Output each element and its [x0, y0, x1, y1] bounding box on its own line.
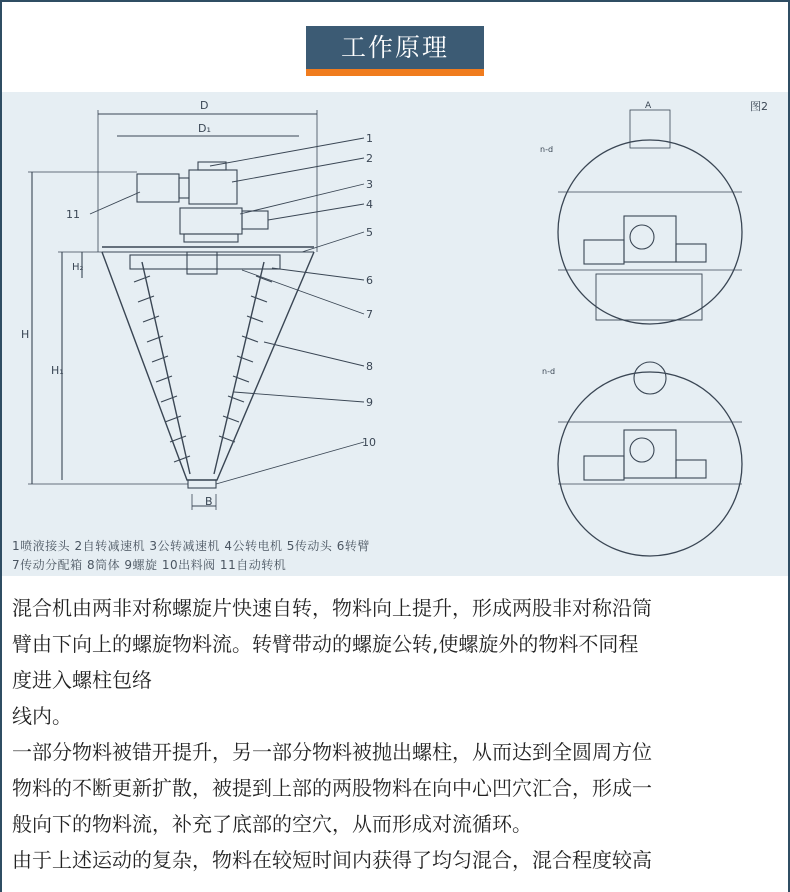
callout-7: 7: [366, 308, 373, 321]
cone-body-8: [102, 252, 314, 480]
callout-10: 10: [362, 436, 376, 449]
motor-11: [137, 174, 179, 202]
text-line: 臂由下向上的螺旋物料流。转臂带动的螺旋公转,使螺旋外的物料不同程: [12, 632, 639, 656]
dim-b-label: B: [205, 495, 213, 508]
text-line: 度进入螺柱包络: [12, 668, 152, 692]
text-line: 物料的不断更新扩散，被提到上部的两股物料在向中心凹穴汇合，形成一: [12, 776, 652, 800]
callout-6: 6: [366, 274, 373, 287]
screw-right: [214, 262, 264, 474]
callout-2: 2: [366, 152, 373, 165]
dim-h2-label: H₂: [72, 262, 84, 273]
text-line: 由于上述运动的复杂，物料在较短时间内获得了均匀混合，混合程度较高: [12, 848, 652, 872]
text-line: 线内。: [12, 704, 72, 728]
plan-view-top: [558, 140, 742, 324]
diagram-drawing: [2, 92, 788, 576]
callout-8: 8: [366, 360, 373, 373]
section-title-banner: [306, 26, 484, 76]
callout-3: 3: [366, 178, 373, 191]
dim-a-label: A: [645, 101, 652, 111]
arm-6: [130, 255, 280, 269]
screw-left: [142, 262, 190, 474]
reducer-3: [180, 208, 242, 234]
callout-4: 4: [366, 198, 373, 211]
dim-d-label: D: [200, 99, 209, 112]
section-title: 工作原理: [306, 26, 484, 69]
callout-9: 9: [366, 396, 373, 409]
gearbox-2: [189, 170, 237, 204]
description-text: [12, 590, 784, 878]
title-underline: [306, 69, 484, 76]
dim-d1-label: D₁: [198, 122, 211, 135]
nd-label-top: n-d: [540, 145, 554, 154]
callout-1: 1: [366, 132, 373, 145]
callout-5: 5: [366, 226, 373, 239]
mixer-diagram: [2, 92, 788, 576]
dim-h-label: H: [21, 328, 30, 341]
figure-label: 图2: [750, 100, 768, 113]
figure-legend-line-1: 1喷液接头 2自转减速机 3公转减速机 4公转电机 5传动头 6转臂: [12, 539, 370, 553]
nd-label-bottom: n-d: [542, 367, 556, 376]
text-line: 般向下的物料流，补充了底部的空穴，从而形成对流循环。: [12, 812, 532, 836]
text-line: 混合机由两非对称螺旋片快速自转，物料向上提升，形成两股非对称沿筒: [12, 596, 652, 620]
dim-h1-label: H₁: [51, 364, 64, 377]
valve-10: [188, 480, 216, 488]
text-line: 一部分物料被错开提升，另一部分物料被抛出螺柱，从而达到全圆周方位: [12, 740, 652, 764]
figure-legend-line-2: 7传动分配箱 8筒体 9螺旋 10出料阀 11自动转机: [12, 558, 287, 572]
callout-11: 11: [66, 208, 80, 221]
plan-view-bottom: [558, 372, 742, 556]
motor-4: [242, 211, 268, 229]
